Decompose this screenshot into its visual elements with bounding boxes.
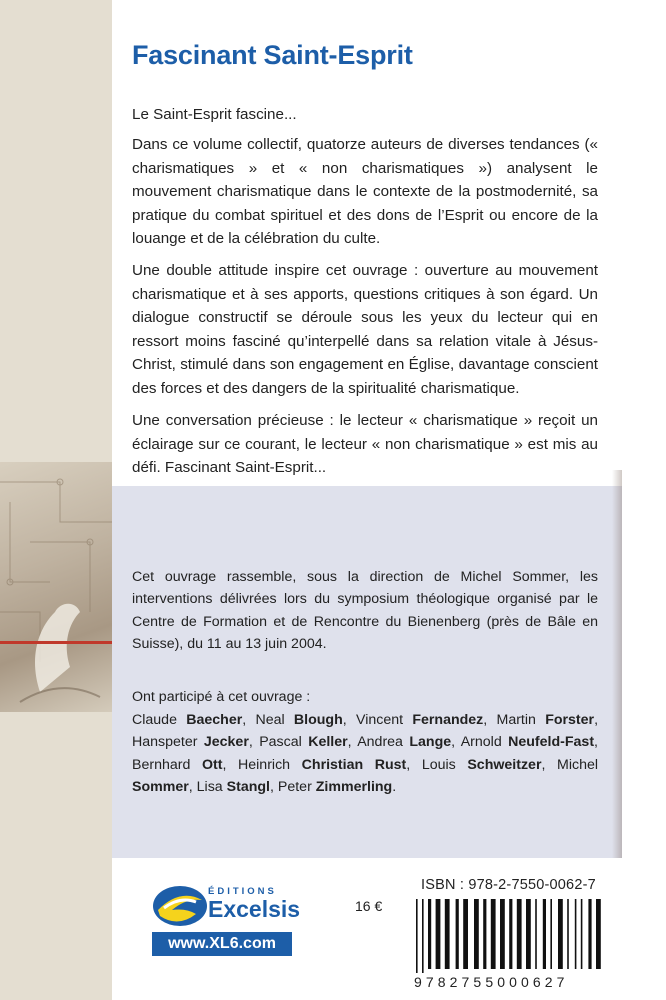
barcode-bar	[567, 899, 569, 969]
book-title: Fascinant Saint-Esprit	[132, 40, 413, 70]
contributor-name: Vincent Fernandez	[355, 712, 484, 728]
isbn: ISBN : 978-2-7550-0062-7	[421, 877, 596, 893]
barcode-bar	[535, 899, 537, 969]
barcode-bar	[575, 899, 577, 969]
barcode-bar	[474, 899, 479, 969]
barcode-bar	[500, 899, 505, 969]
barcode-bar	[422, 899, 424, 973]
red-accent-line	[0, 641, 112, 644]
barcode-bar	[509, 899, 512, 969]
barcode-bar	[416, 899, 418, 973]
contributor-name: Martin Forster	[496, 712, 595, 728]
barcode-bar	[596, 899, 601, 969]
barcode	[412, 899, 612, 973]
contributor-name: Claude Baecher	[132, 712, 243, 728]
barcode-bar	[581, 899, 583, 969]
summary-paragraph: Une double attitude inspire cet ouvrage : ouverture au mouvement charismatique et à ses apports, questions critiques à son égard. Un dialogue constructif se déroule sous les yeux du lecteur qui en ressort moins fasciné qu’interpellé dans sa relation vitale à Jésus-Christ, stimulé dans son engagement en Église, davantage conscient des forces et des dangers de la spiritualité charismatique.	[132, 262, 598, 397]
barcode-bar	[463, 899, 468, 969]
contributor-name: Neal Blough	[255, 712, 343, 728]
barcode-bar	[558, 899, 563, 969]
barcode-bar	[543, 899, 546, 969]
contributor-name: Arnold Neufeld-Fast	[460, 734, 595, 751]
contributor-name: Heinrich Christian Rust	[238, 756, 407, 773]
contributor-name: Louis Schweitzer	[421, 756, 542, 773]
barcode-bar	[445, 899, 450, 969]
barcode-digits: 9782755000627	[414, 974, 569, 990]
about-paragraph: Cet ouvrage rassemble, sous la direction de Michel Sommer, les interventions délivrées lors du symposium théologique organisé par le Centre de Formation et de Rencontre du Bienenberg (près de Bâle en Suisse), du 11 au 13 juin 2004.	[132, 569, 598, 653]
publisher-name: Excelsis	[208, 896, 301, 922]
contributor-name: Hanspeter Jecker	[132, 734, 249, 751]
summary-paragraph: Une conversation précieuse : le lecteur « charismatique » reçoit un éclairage sur ce courant, le lecteur « non charismatique » est mis au défi. Fascinant Saint-Esprit...	[132, 412, 598, 477]
barcode-bar	[428, 899, 431, 969]
summary-paragraph: Le Saint-Esprit fascine...	[132, 106, 297, 123]
barcode-bar	[550, 899, 552, 969]
contributor-name: Michel Sommer	[132, 756, 599, 796]
barcode-bar	[436, 899, 441, 969]
panel-shadow	[612, 470, 622, 862]
barcode-bar	[456, 899, 459, 969]
barcode-bar	[588, 899, 591, 969]
summary-paragraph: Dans ce volume collectif, quatorze auteurs de diverses tendances (« charismatiques » et « non charismatiques ») analysent le mouvement charismatique dans le contexte de la postmodernité, sa pratique du combat spirituel et des dons de l’Esprit ou encore de la louange et de la célébration du culte.	[132, 136, 598, 248]
barcode-bar	[491, 899, 496, 969]
panel-margin	[622, 486, 666, 858]
barcode-bar	[526, 899, 531, 969]
barcode-bar	[483, 899, 486, 969]
contributor-name: Bernhard Ott	[132, 756, 223, 773]
contributor-name: Peter Zimmerling	[277, 779, 393, 796]
contributors-heading: Ont participé à cet ouvrage :	[132, 689, 311, 705]
price: 16 €	[355, 898, 383, 914]
barcode-bar	[517, 899, 522, 969]
contributor-name: Pascal Keller	[259, 734, 348, 751]
contributors-list: Claude Baecher, Neal Blough, Vincent Fernandez, Martin Forster, Hanspeter Jecker, Pascal Keller, Andrea Lange, Arnold Neufeld-Fast, Bernhard Ott, Heinrich Christian Rust, Louis Schweitzer, Michel Sommer, Lisa Stangl, Peter Zimmerling.	[132, 712, 599, 796]
publisher-website: www.XL6.com	[152, 932, 292, 956]
info-panel	[112, 486, 622, 858]
contributor-name: Lisa Stangl	[196, 779, 270, 796]
publisher-edition-label: ÉDITIONS	[208, 886, 277, 897]
contributor-name: Andrea Lange	[357, 734, 452, 751]
decorative-artwork	[0, 462, 112, 712]
